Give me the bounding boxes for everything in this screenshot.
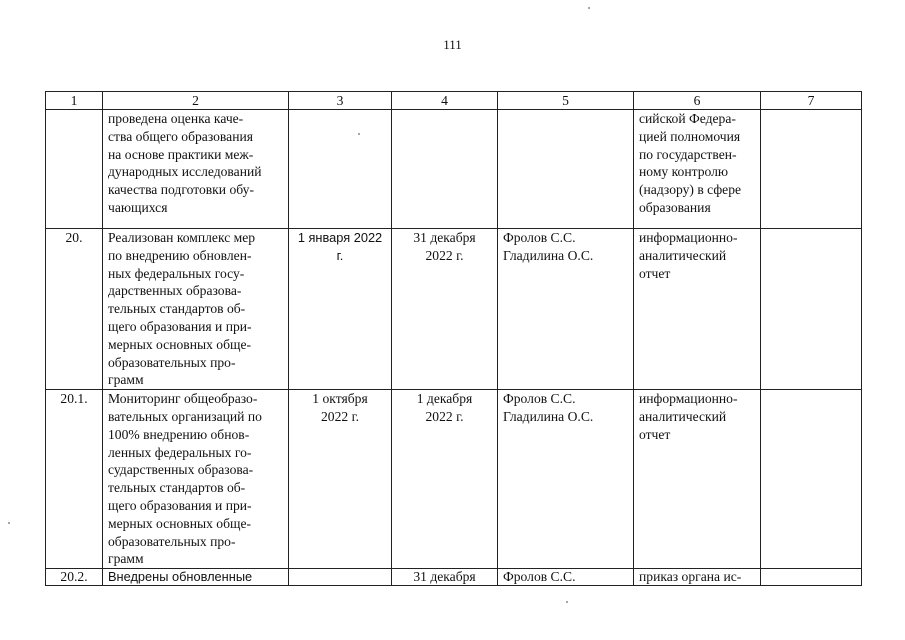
row-end-date: 31 декабря xyxy=(392,569,498,586)
scan-speck xyxy=(8,522,10,524)
row-result: сийской Федера- цией полномочия по государствен- ному контролю (надзору) в сфере образования xyxy=(634,110,761,229)
row-start-date xyxy=(289,569,392,586)
table-row xyxy=(46,110,862,229)
row-description: проведена оценка каче- ства общего образования на основе практики меж- дународных исследований качества подготовки обу- чающихся xyxy=(103,110,289,229)
row-responsible: Фролов С.С. xyxy=(498,569,634,586)
row-start-date: 1 октября 2022 г. xyxy=(289,390,392,569)
scan-speck xyxy=(358,133,360,135)
row-end-date xyxy=(392,110,498,229)
column-header-1: 1 xyxy=(46,92,103,110)
table-row xyxy=(46,390,862,569)
column-header-4: 4 xyxy=(392,92,498,110)
table-row xyxy=(46,569,862,586)
row-note xyxy=(761,569,862,586)
row-result: приказ органа ис- xyxy=(634,569,761,586)
table-row xyxy=(46,229,862,390)
row-description: Реализован комплекс мер по внедрению обновлен- ных федеральных госу- дарственных образова- тельных стандартов об- щего образования и при- мерных основных обще- образовательных про- грамм xyxy=(103,229,289,390)
row-end-date: 1 декабря 2022 г. xyxy=(392,390,498,569)
row-number: 20. xyxy=(46,229,103,390)
page-number: 111 xyxy=(443,37,462,52)
row-responsible: Фролов С.С. Гладилина О.С. xyxy=(498,390,634,569)
row-start-date: 1 января 2022 г. xyxy=(289,229,392,390)
row-result: информационно- аналитический отчет xyxy=(634,390,761,569)
scan-speck xyxy=(588,7,590,9)
column-header-6: 6 xyxy=(634,92,761,110)
row-end-date: 31 декабря 2022 г. xyxy=(392,229,498,390)
row-note xyxy=(761,110,862,229)
header-row xyxy=(46,92,862,110)
row-note xyxy=(761,229,862,390)
row-result: информационно- аналитический отчет xyxy=(634,229,761,390)
row-number: 20.1. xyxy=(46,390,103,569)
plan-table xyxy=(45,91,862,586)
column-header-5: 5 xyxy=(498,92,634,110)
row-number: 20.2. xyxy=(46,569,103,586)
row-responsible: Фролов С.С. Гладилина О.С. xyxy=(498,229,634,390)
column-header-7: 7 xyxy=(761,92,862,110)
row-note xyxy=(761,390,862,569)
row-responsible xyxy=(498,110,634,229)
scan-speck xyxy=(566,601,568,603)
row-number xyxy=(46,110,103,229)
column-header-3: 3 xyxy=(289,92,392,110)
row-description: Внедрены обновленные xyxy=(103,569,289,586)
column-header-2: 2 xyxy=(103,92,289,110)
row-description: Мониторинг общеобразо- вательных организаций по 100% внедрению обнов- ленных федеральных го- сударственных образова- тельных стандартов об- щего образования и при- мерных основных обще- образовательных про- грамм xyxy=(103,390,289,569)
row-start-date xyxy=(289,110,392,229)
